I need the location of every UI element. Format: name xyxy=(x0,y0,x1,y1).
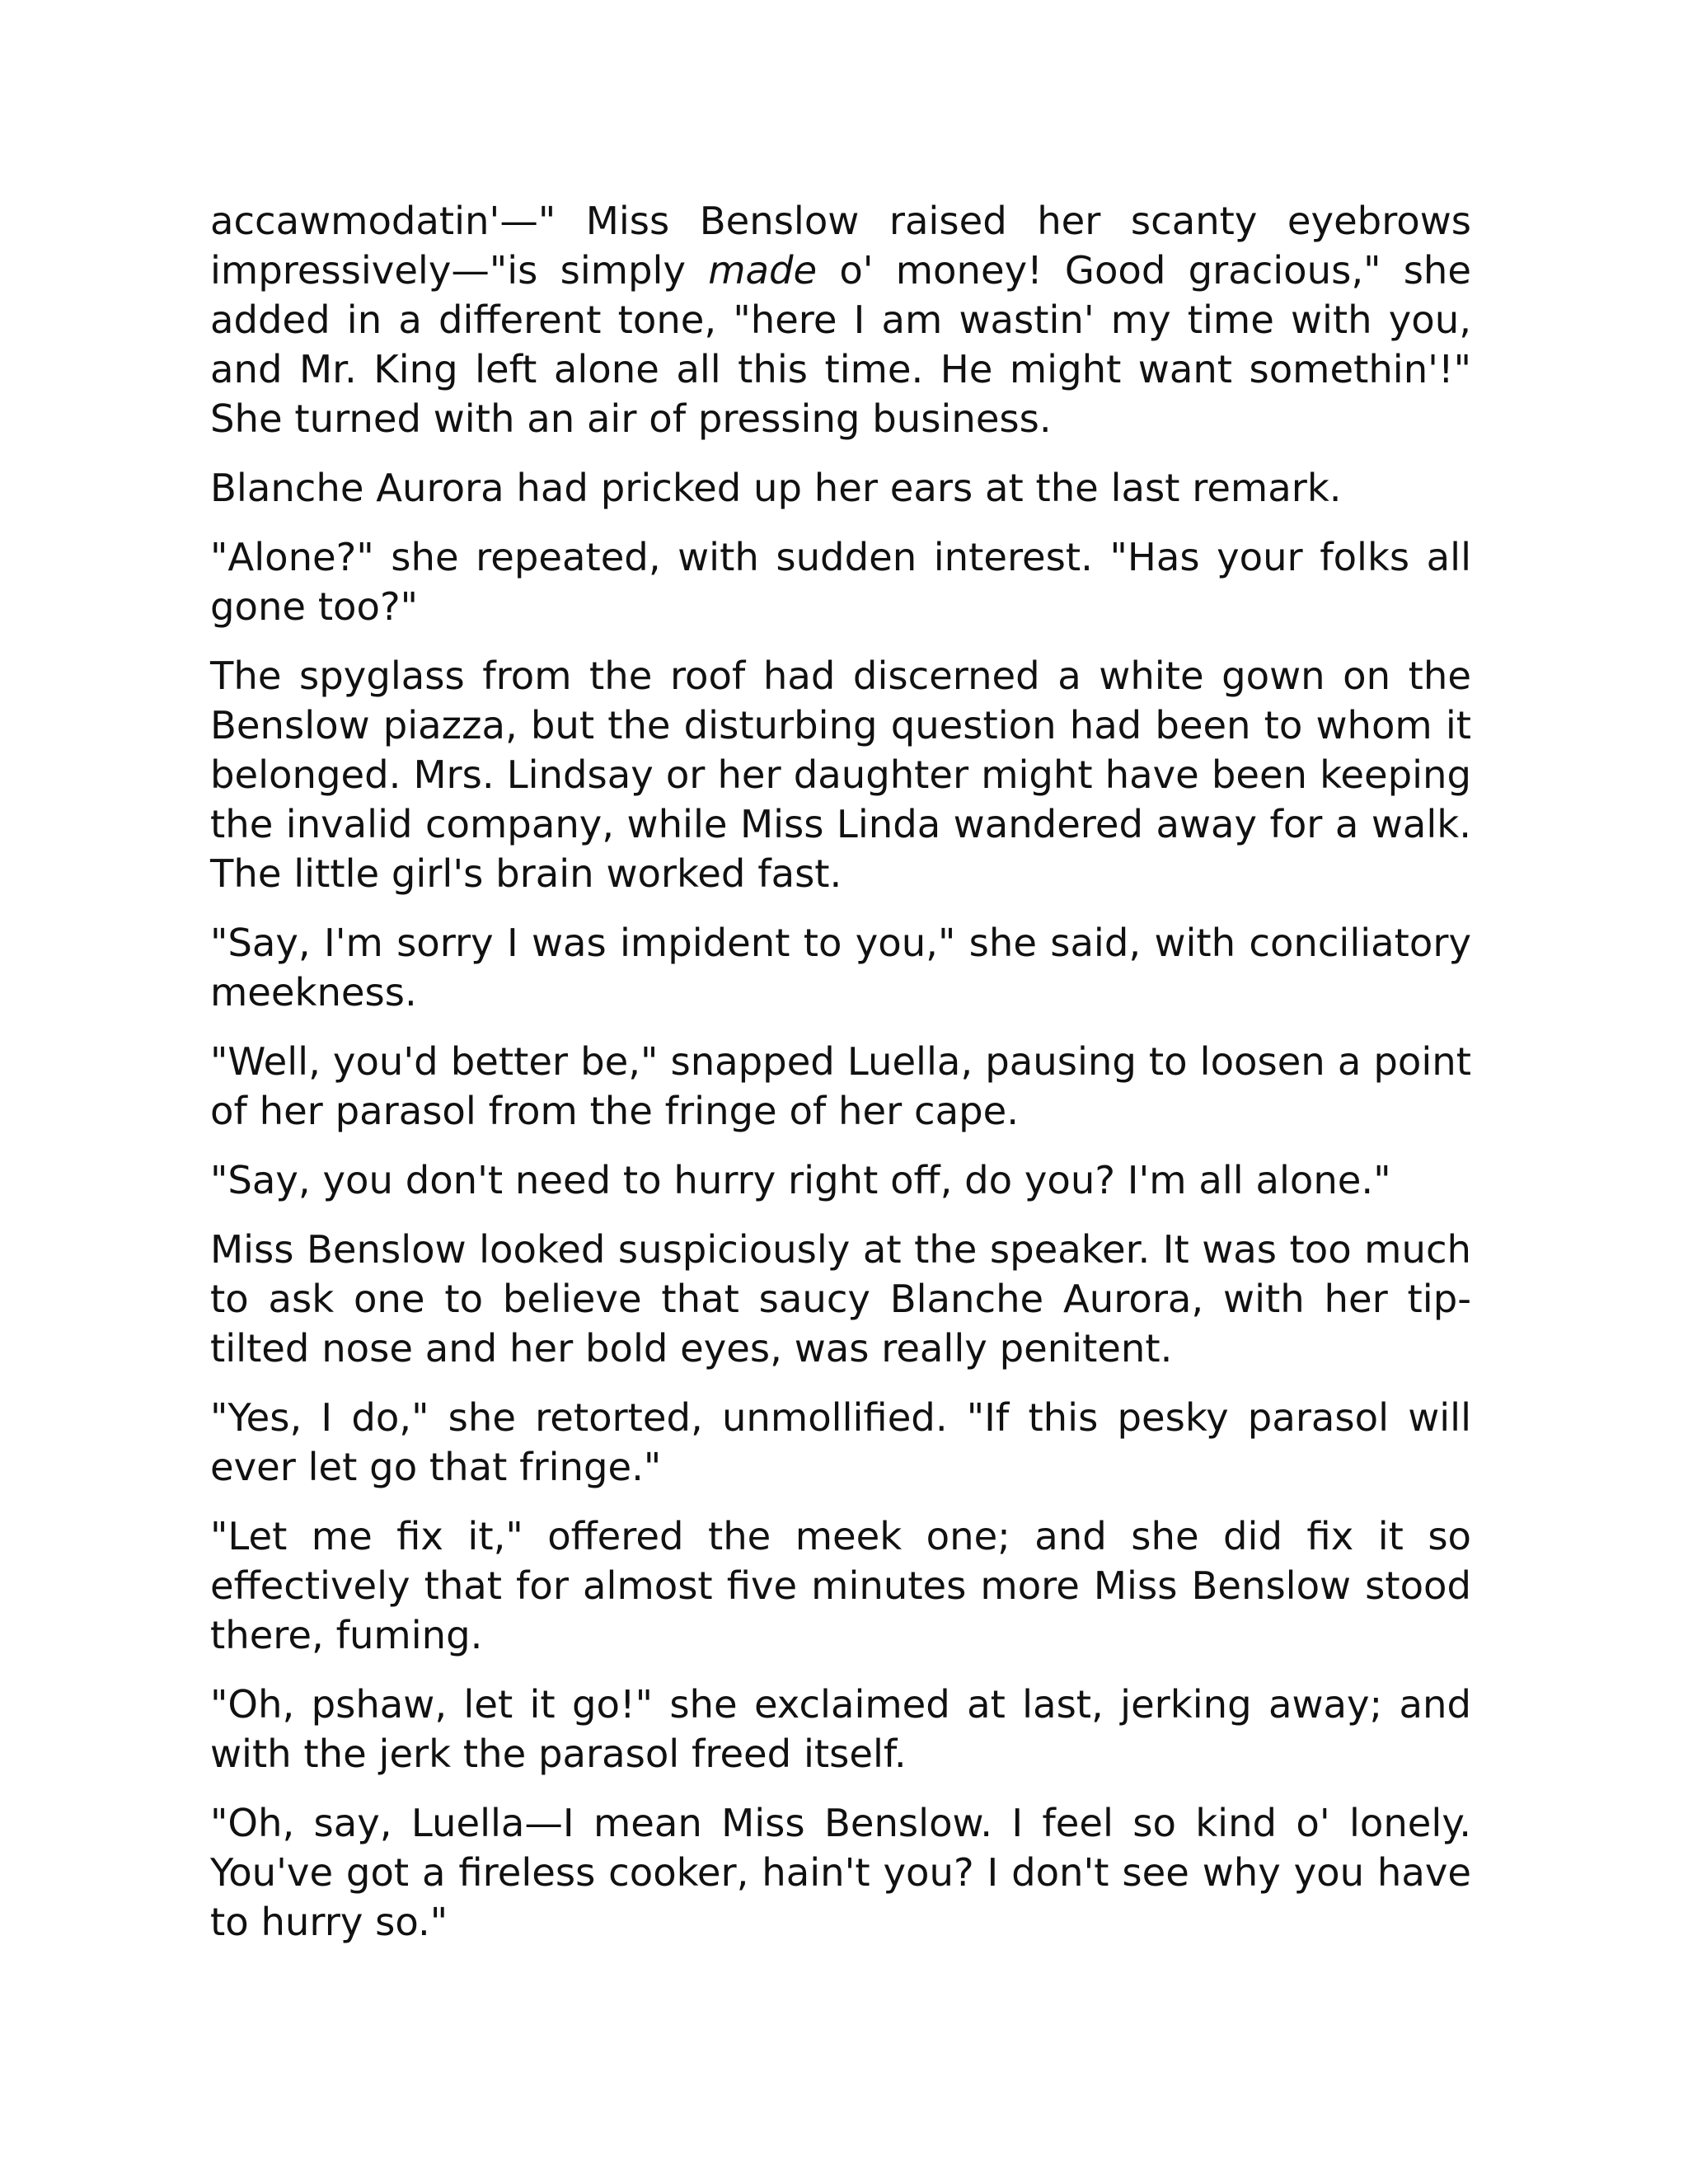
paragraph-1 xyxy=(210,196,1471,443)
paragraph-8: Miss Benslow looked suspiciously at the speaker. It was too much to ask one to believe that saucy Blanche Aurora, with her tip-tilted nose and her bold eyes, was really penitent. xyxy=(210,1227,1471,1371)
paragraph-2: Blanche Aurora had pricked up her ears at the last remark. xyxy=(210,466,1342,510)
paragraph-6: "Well, you'd better be," snapped Luella, pausing to loosen a point of her parasol from the fringe of her cape. xyxy=(210,1039,1471,1133)
paragraph-4: The spyglass from the roof had discerned a white gown on the Benslow piazza, but the disturbing question had been to whom it belonged. Mrs. Lindsay or her daughter might have been keeping the invalid company, while Miss Linda wandered away for a walk. The little girl's brain worked fast. xyxy=(210,654,1471,896)
paragraph-1-emphasis: made xyxy=(708,248,818,293)
paragraph-9: "Yes, I do," she retorted, unmollified. "If this pesky parasol will ever let go that fringe." xyxy=(210,1395,1471,1489)
paragraph-7: "Say, you don't need to hurry right off, do you? I'm all alone." xyxy=(210,1158,1391,1202)
paragraph-1-after: o' money! Good gracious," she added in a different tone, "here I am wastin' my time with you, and Mr. King left alone all this time. He might want somethin'!" She turned with an air of pressing business. xyxy=(210,248,1471,441)
paragraph-12: "Oh, say, Luella—I mean Miss Benslow. I feel so kind o' lonely. You've got a fireless cooker, hain't you? I don't see why you have to hurry so." xyxy=(210,1801,1471,1944)
paragraph-3: "Alone?" she repeated, with sudden interest. "Has your folks all gone too?" xyxy=(210,535,1471,629)
paragraph-5: "Say, I'm sorry I was impident to you," she said, with conciliatory meekness. xyxy=(210,921,1471,1015)
paragraph-10: "Let me fix it," offered the meek one; and she did fix it so effectively that for almost five minutes more Miss Benslow stood there, fuming. xyxy=(210,1514,1471,1657)
book-page xyxy=(210,196,1471,1966)
paragraph-1-before: accawmodatin'—" Miss Benslow raised her scanty eyebrows impressively—"is simply xyxy=(210,199,1471,293)
paragraph-11: "Oh, pshaw, let it go!" she exclaimed at last, jerking away; and with the jerk the parasol freed itself. xyxy=(210,1682,1471,1776)
